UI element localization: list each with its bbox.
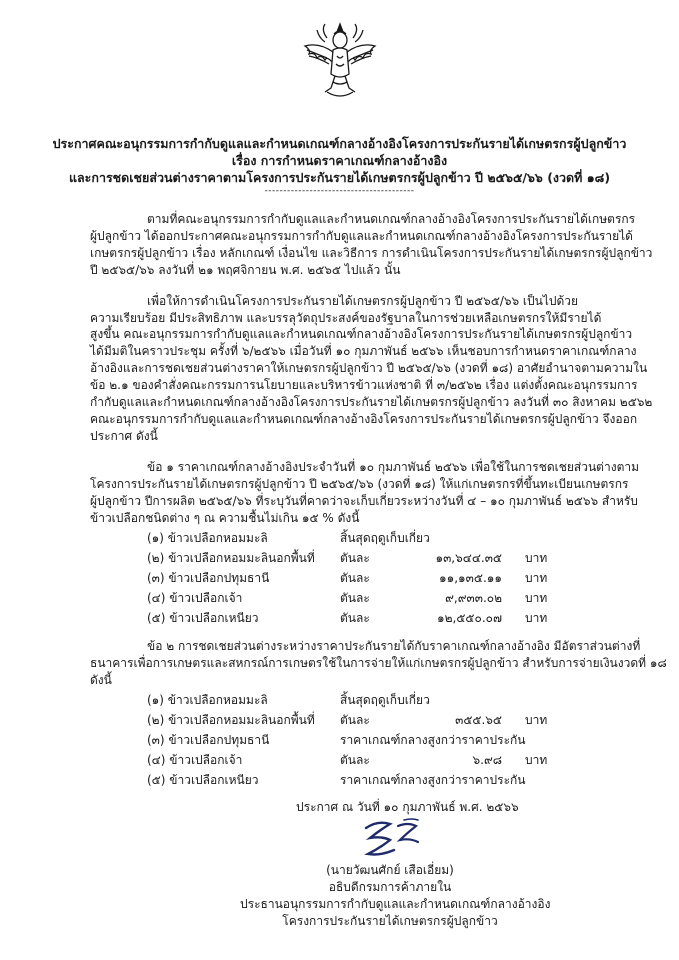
para1-line-4: ปี ๒๕๖๕/๖๖ ลงวันที่ ๒๑ พฤศจิกายน พ.ศ. ๒๕๖๕ ไปแล้ว นั้น (90, 263, 401, 277)
signer-position-1: อธิบดีกรมการค้าภายใน (328, 880, 452, 894)
clause2-item-name: (๓) ข้าวเปลือกปทุมธานี (147, 733, 270, 747)
title-line-2: เรื่อง การกำหนดราคาเกณฑ์กลางอ้างอิง (231, 153, 448, 168)
clause2-line-1: ข้อ ๒ การชดเชยส่วนต่างระหว่างราคาประกันรายได้กับราคาเกณฑ์กลางอ้างอิง มีอัตราส่วนต่างที่ (147, 639, 641, 653)
title-line-3: และการชดเชยส่วนต่างราคาตามโครงการประกันรายได้เกษตรกรผู้ปลูกข้าว ปี ๒๕๖๕/๖๖ (งวดที่ ๑๘) (68, 170, 611, 185)
para2-line-6: ข้อ ๒.๑ ของคำสั่งคณะกรรมการนโยบายและบริหารข้าวแห่งชาติ ที่ ๓/๒๕๖๒ เรื่อง แต่งตั้งคณะอนุกรรมการ (90, 378, 638, 392)
clause2-item-baht: บาท (525, 713, 548, 727)
clause2-item-unit: ราคาเกณฑ์กลางสูงกว่าราคาประกัน (340, 733, 526, 747)
clause1-item-price: ๙,๙๓๓.๐๒ (445, 591, 502, 605)
clause1-item-baht: บาท (525, 611, 548, 625)
signer-name: (นายวัฒนศักย์ เสือเอี่ยม) (326, 863, 454, 877)
announce-date: ประกาศ ณ วันที่ ๑๐ กุมภาพันธ์ พ.ศ. ๒๕๖๖ (296, 800, 519, 814)
clause2-item-baht: บาท (525, 753, 548, 767)
clause1-item-name: (๑) ข้าวเปลือกหอมมะลิ (147, 531, 268, 545)
clause2-line-3: ดังนี้ (90, 673, 112, 687)
clause2-item-name: (๒) ข้าวเปลือกหอมมะลินอกพื้นที่ (147, 713, 315, 727)
clause2-line-2: ธนาคารเพื่อการเกษตรและสหกรณ์การเกษตรใช้ในการจ่ายให้แก่เกษตรกรผู้ปลูกข้าว สำหรับการจ่ายเงินงวดที่ ๑๘ (90, 656, 667, 670)
clause1-item-name: (๓) ข้าวเปลือกปทุมธานี (147, 571, 270, 585)
signer-position-3: โครงการประกันรายได้เกษตรกรผู้ปลูกข้าว (282, 914, 498, 928)
clause1-item-baht: บาท (525, 591, 548, 605)
clause1-line-4: ข้าวเปลือกชนิดต่าง ๆ ณ ความชื้นไม่เกิน ๑๕ % ดังนี้ (90, 511, 360, 525)
clause1-item-baht: บาท (525, 571, 548, 585)
clause2-item-price: ๖.๙๘ (472, 753, 502, 767)
clause1-line-2: โครงการประกันรายได้เกษตรกรผู้ปลูกข้าว ปี ๒๕๖๕/๖๖ (งวดที่ ๑๘) ให้แก่เกษตรกรที่ขึ้นทะเบียนเกษตรกร (90, 477, 629, 491)
clause1-item-price: ๑๓,๖๔๔.๓๕ (435, 551, 502, 565)
clause2-item-unit: ราคาเกณฑ์กลางสูงกว่าราคาประกัน (340, 773, 526, 787)
clause1-item-name: (๒) ข้าวเปลือกหอมมะลินอกพื้นที่ (147, 551, 315, 565)
clause2-item-unit: สิ้นสุดฤดูเก็บเกี่ยว (340, 693, 430, 707)
para1-line-3: เกษตรกรผู้ปลูกข้าว เรื่อง หลักเกณฑ์ เงื่อนไข และวิธีการ การดำเนินโครงการประกันรายได้เกษตรกรผู้ปลูกข้าว (90, 246, 653, 260)
para2-line-2: ความเรียบร้อย มีประสิทธิภาพ และบรรลุวัตถุประสงค์ของรัฐบาลในการช่วยเหลือเกษตรกรให้มีรายได้ (90, 311, 602, 325)
signer-position-2: ประธานอนุกรรมการกำกับดูแลและกำหนดเกณฑ์กลางอ้างอิง (240, 897, 551, 911)
para2-line-7: กำกับดูแลและกำหนดเกณฑ์กลางอ้างอิงโครงการประกันรายได้เกษตรกรผู้ปลูกข้าว ลงวันที่ ๓๐ สิงหาคม ๒๕๖๒ (90, 395, 653, 409)
clause1-item-unit: สิ้นสุดฤดูเก็บเกี่ยว (340, 531, 430, 545)
clause1-item-name: (๔) ข้าวเปลือกเจ้า (147, 591, 243, 605)
clause2-item-price: ๓๕๕.๖๕ (455, 713, 502, 727)
clause1-item-unit: ตันละ (340, 611, 370, 625)
clause2-item-name: (๔) ข้าวเปลือกเจ้า (147, 753, 243, 767)
clause1-line-3: ผู้ปลูกข้าว ปีการผลิต ๒๕๖๕/๖๖ ที่ระบุวันที่คาดว่าจะเก็บเกี่ยวระหว่างวันที่ ๔ – ๑๐ กุมภาพันธ์ ๒๕๖๖ สำหรับ (90, 494, 638, 508)
clause1-item-unit: ตันละ (340, 591, 370, 605)
clause1-item-baht: บาท (525, 551, 548, 565)
para2-line-9: ประกาศ ดังนี้ (90, 429, 158, 443)
para2-line-8: คณะอนุกรรมการกำกับดูแลและกำหนดเกณฑ์กลางอ้างอิงโครงการประกันรายได้เกษตรกรผู้ปลูกข้าว จึงออก (90, 412, 638, 426)
para2-line-1: เพื่อให้การดำเนินโครงการประกันรายได้เกษตรกรผู้ปลูกข้าว ปี ๒๕๖๕/๖๖ เป็นไปด้วย (147, 294, 579, 308)
clause2-item-unit: ตันละ (340, 713, 370, 727)
clause1-item-unit: ตันละ (340, 571, 370, 585)
clause2-item-name: (๕) ข้าวเปลือกเหนียว (147, 773, 259, 787)
para1-line-2: ผู้ปลูกข้าว ได้ออกประกาศคณะอนุกรรมการกำกับดูแลและกำหนดเกณฑ์กลางอ้างอิงโครงการประกันรายได้ (90, 229, 633, 243)
handwritten-signature (360, 816, 428, 860)
para2-line-3: สูงขึ้น คณะอนุกรรมการกำกับดูแลและกำหนดเกณฑ์กลางอ้างอิงโครงการประกันรายได้เกษตรกรผู้ปลูกข้าว (90, 327, 633, 341)
clause1-item-unit: ตันละ (340, 551, 370, 565)
title-separator: ---------------------------------------- (264, 186, 415, 196)
para1-line-1: ตามที่คณะอนุกรรมการกำกับดูแลและกำหนดเกณฑ์กลางอ้างอิงโครงการประกันรายได้เกษตรกร (147, 212, 636, 226)
clause1-item-price: ๑๒,๕๕๐.๐๗ (437, 611, 502, 625)
clause1-item-price: ๑๑,๑๓๕.๑๑ (439, 571, 502, 585)
title-line-1: ประกาศคณะอนุกรรมการกำกับดูแลและกำหนดเกณฑ์กลางอ้างอิงโครงการประกันรายได้เกษตรกรผู้ปลูกข้าว (52, 136, 627, 151)
garuda-emblem-icon (297, 20, 383, 106)
para2-line-5: อ้างอิงและการชดเชยส่วนต่างราคาให้เกษตรกรผู้ปลูกข้าว ปี ๒๕๖๕/๖๖ (งวดที่ ๑๘) อาศัยอำนาจตามความใน (90, 361, 648, 375)
clause1-item-name: (๕) ข้าวเปลือกเหนียว (147, 611, 259, 625)
para2-line-4: ได้มีมติในคราวประชุม ครั้งที่ ๖/๒๕๖๖ เมื่อวันที่ ๑๐ กุมภาพันธ์ ๒๕๖๖ เห็นชอบการกำหนดราคาเกณฑ์กลาง (90, 344, 637, 358)
clause1-line-1: ข้อ ๑ ราคาเกณฑ์กลางอ้างอิงประจำวันที่ ๑๐ กุมภาพันธ์ ๒๕๖๖ เพื่อใช้ในการชดเชยส่วนต่างตาม (147, 460, 640, 474)
clause2-item-name: (๑) ข้าวเปลือกหอมมะลิ (147, 693, 268, 707)
clause2-item-unit: ตันละ (340, 753, 370, 767)
